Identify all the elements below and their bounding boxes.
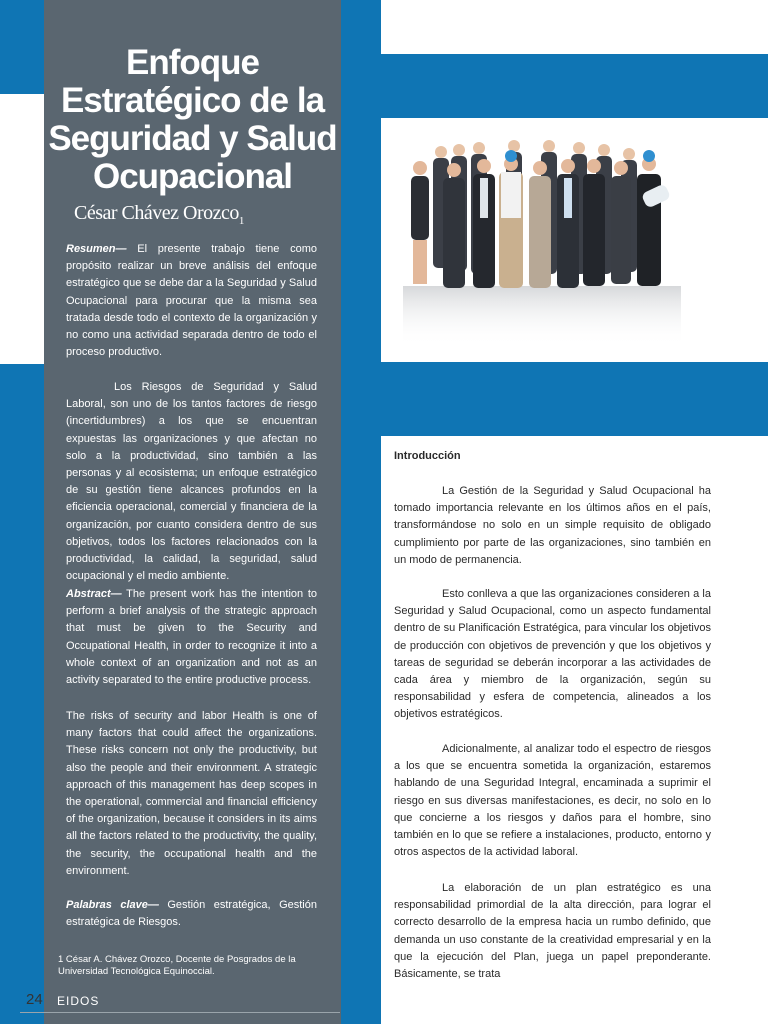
blue-band-mid-right [381, 362, 768, 436]
intro-paragraph-2: Esto conlleva a que las organizaciones consideren a la Seguridad y Salud Ocupacional, como un aspecto fundamental dentro de su Planificación Estratégica, para vincular los objetivos de producción con objetivos de prevención y que los objetivos y tareas de seguridad se deberán incorporar a las actividades de cada área y miembro de la organización, según su responsabilidad y esfera de competencia, alineados a los objetivos estratégicos. [394, 588, 711, 721]
title-line: Enfoque [126, 43, 259, 82]
blue-band-strip [341, 0, 381, 1024]
abstract-label: Abstract— [66, 588, 122, 600]
keywords-label: Palabras clave— [66, 899, 159, 911]
footnote: 1 César A. Chávez Orozco, Docente de Posgrados de la Universidad Tecnológica Equinoccial. [58, 954, 296, 977]
blue-band-top-left [0, 0, 44, 94]
keywords-paragraph [66, 897, 317, 931]
business-team-illustration [381, 118, 768, 362]
page-number: 24 [26, 991, 43, 1008]
author-name: César Chávez Orozco$_1$ [74, 202, 244, 227]
resumen-label: Resumen— [66, 243, 127, 255]
intro-paragraph-3: Adicionalmente, al analizar todo el espectro de riesgos a los que se encuentra sometida la organización, estaremos hablando de una Seguridad Integral, encaminada a suprimir el riesgo en sus diversas manifestaciones, es decir, no solo en lo que concierne a los riesgos y daños para el hombre, sino también en lo que se refiere a instalaciones, producto, entorno y otros aspectos de la actividad laboral. [394, 743, 711, 859]
abstract-text: The present work has the intention to perform a brief analysis of the strategic approach that must be given to the Security and Occupational Health, in order to recognize it into a whole context of an organization and not as an activity separated to the entire productive process. [66, 588, 317, 687]
title-line: Seguridad y Salud [48, 119, 337, 158]
intro-paragraph-4: La elaboración de un plan estratégico es una responsabilidad primordial de la alta dirección, para lograr el correcto desarrollo de la empresa hacia un rumbo definido, que demanda un uso constante de la creatividad empresarial y en la que la ejecución del Plan, juega un papel preponderante. Básicamente, se trata [394, 882, 711, 981]
group-photo [381, 118, 768, 362]
blue-band-top-right [381, 54, 768, 118]
footer-divider [20, 1012, 340, 1013]
resumen-paragraph [66, 241, 317, 361]
introduction-heading: Introducción [394, 450, 461, 462]
title-line: Estratégico de la [60, 81, 325, 120]
keywords-text: Gestión estratégica, Gestión estratégica de Riesgos. [66, 899, 317, 929]
riesgos-paragraph: Los Riesgos de Seguridad y Salud Laboral, son uno de los tantos factores de riesgo (incertidumbres) a los que se encuentran expuestas las organizaciones y que afectan no solo a la productividad, sino también a las personas y al ecosistema; un enfoque estratégico de su gestión tiene alcances profundos en la eficiencia operacional, comercial y financiera de la organización, por cuanto considera dentro de sus objetivos, todos los factores relacionados con la productividad, la calidad, la seguridad, salud ocupacional y el medio ambiente. [66, 381, 317, 583]
resumen-text: El presente trabajo tiene como propósito realizar un breve análisis del enfoque estratégico que se debe dar a la Seguridad y Salud Ocupacional para procurar que la misma sea tratada desde todo el contexto de la organización y no como una actividad separada dentro de todo el proceso productivo. [66, 243, 317, 359]
intro-paragraph-1: La Gestión de la Seguridad y Salud Ocupacional ha tomado importancia relevante en los últimos años en el país, transformándose no solo en un simple requisito de obligado cumplimiento por parte de las organizaciones, sino también en un modo de permanencia. [394, 485, 711, 566]
author-note-marker: 1 [238, 215, 244, 227]
journal-brand: EIDOS [57, 994, 100, 1008]
article-title [44, 44, 341, 196]
blue-band-left [0, 364, 44, 1024]
left-column [44, 0, 341, 1024]
abstract-paragraph [66, 586, 317, 689]
title-line: Ocupacional [92, 157, 293, 196]
risks-paragraph: The risks of security and labor Health is one of many factors that could affect the organizations. These risks concern not only the productivity, but also the people and their environment. A strategic approach of this management has deep scopes in the operational, commercial and financial efficiency of the organization, because it considers in its aims all the factors related to the productivity, the quality, the security, the occupational health and the environment. [66, 710, 317, 877]
right-column [381, 436, 768, 1024]
